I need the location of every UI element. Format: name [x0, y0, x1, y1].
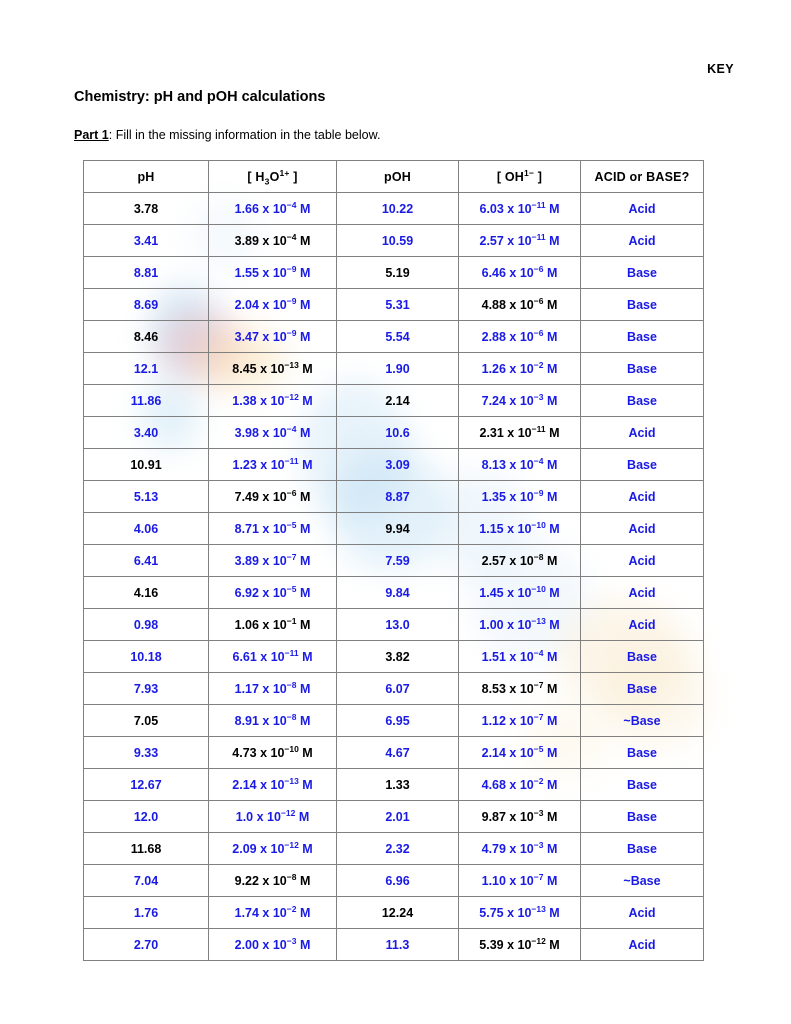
cell-hydroxide-exponent: −5	[533, 743, 544, 754]
column-header-ph: pH	[84, 161, 209, 193]
table-row	[84, 481, 704, 513]
instructions-line	[74, 128, 380, 142]
key-label: KEY	[707, 62, 734, 76]
cell-hydroxide-exponent: −10	[531, 519, 546, 530]
cell-hydroxide: 5.75 x $10^{-13}$ M	[459, 897, 581, 929]
cell-hydroxide: 4.79 x $10^{-3}$ M	[459, 833, 581, 865]
table-row	[84, 257, 704, 289]
cell-poh: 6.95	[337, 705, 459, 737]
table-row	[84, 673, 704, 705]
cell-hydroxide-exponent: −11	[531, 199, 546, 210]
cell-hydronium-exponent: −11	[284, 455, 299, 466]
cell-hydroxide-exponent: −13	[531, 615, 546, 626]
cell-ph: 6.41	[84, 545, 209, 577]
cell-ph: 4.16	[84, 577, 209, 609]
cell-hydroxide-exponent: −2	[533, 775, 544, 786]
cell-hydronium-exponent: −4	[286, 199, 297, 210]
cell-poh: 8.87	[337, 481, 459, 513]
cell-ph: 8.69	[84, 289, 209, 321]
column-header-acid-or-base: ACID or BASE?	[581, 161, 704, 193]
cell-ph: 10.91	[84, 449, 209, 481]
table-row	[84, 353, 704, 385]
cell-hydronium: 1.55 x $10^{-9}$ M	[209, 257, 337, 289]
cell-acid-or-base: Base	[581, 289, 704, 321]
cell-hydronium-exponent: −5	[286, 519, 297, 530]
cell-ph: 8.81	[84, 257, 209, 289]
cell-hydronium-exponent: −12	[280, 807, 296, 818]
cell-hydroxide-exponent: −6	[533, 263, 544, 274]
cell-acid-or-base: Base	[581, 385, 704, 417]
cell-hydronium-exponent: −9	[286, 263, 297, 274]
cell-poh: 10.6	[337, 417, 459, 449]
cell-hydroxide: 8.53 x $10^{-7}$ M	[459, 673, 581, 705]
cell-hydronium-exponent: −7	[286, 551, 297, 562]
cell-hydroxide: 5.39 x $10^{-12}$ M	[459, 929, 581, 961]
cell-hydronium: 7.49 x $10^{-6}$ M	[209, 481, 337, 513]
cell-hydroxide: 9.87 x $10^{-3}$ M	[459, 801, 581, 833]
cell-hydroxide-exponent: −7	[533, 871, 544, 882]
cell-hydroxide: 1.51 x $10^{-4}$ M	[459, 641, 581, 673]
cell-ph: 12.67	[84, 769, 209, 801]
cell-poh: 3.09	[337, 449, 459, 481]
table-row	[84, 577, 704, 609]
cell-hydroxide: 2.57 x $10^{-8}$ M	[459, 545, 581, 577]
table-row	[84, 641, 704, 673]
cell-hydronium-exponent: −8	[286, 711, 297, 722]
cell-acid-or-base: Base	[581, 673, 704, 705]
cell-hydronium: 2.09 x $10^{-12}$ M	[209, 833, 337, 865]
cell-hydronium: 2.14 x $10^{-13}$ M	[209, 769, 337, 801]
cell-hydronium-exponent: −12	[284, 839, 299, 850]
cell-hydronium-exponent: −5	[286, 583, 297, 594]
cell-hydroxide: 8.13 x $10^{-4}$ M	[459, 449, 581, 481]
cell-hydroxide: 1.10 x $10^{-7}$ M	[459, 865, 581, 897]
table-header-row	[84, 161, 704, 193]
cell-acid-or-base: Acid	[581, 609, 704, 641]
table-row	[84, 321, 704, 353]
cell-hydronium: 2.00 x $10^{-3}$ M	[209, 929, 337, 961]
cell-hydroxide: 4.68 x $10^{-2}$ M	[459, 769, 581, 801]
cell-hydroxide: 2.88 x $10^{-6}$ M	[459, 321, 581, 353]
cell-poh: 6.96	[337, 865, 459, 897]
cell-poh: 4.67	[337, 737, 459, 769]
cell-acid-or-base: Base	[581, 641, 704, 673]
cell-hydronium: 1.74 x $10^{-2}$ M	[209, 897, 337, 929]
cell-acid-or-base: Acid	[581, 897, 704, 929]
table-body	[84, 193, 704, 961]
cell-hydronium: 1.0 x $10^{-12}$ M	[209, 801, 337, 833]
cell-hydronium: 9.22 x $10^{-8}$ M	[209, 865, 337, 897]
table-row	[84, 385, 704, 417]
cell-hydroxide-exponent: −4	[533, 647, 544, 658]
cell-poh: 5.54	[337, 321, 459, 353]
cell-acid-or-base: ~Base	[581, 705, 704, 737]
cell-acid-or-base: Acid	[581, 193, 704, 225]
cell-ph: 7.93	[84, 673, 209, 705]
cell-hydroxide-exponent: −3	[533, 839, 544, 850]
cell-poh: 10.22	[337, 193, 459, 225]
cell-hydroxide-exponent: −11	[531, 231, 546, 242]
cell-poh: 5.31	[337, 289, 459, 321]
cell-hydroxide-exponent: −3	[533, 391, 544, 402]
cell-acid-or-base: Base	[581, 449, 704, 481]
ph-poh-table	[83, 160, 704, 961]
cell-ph: 12.1	[84, 353, 209, 385]
table-row	[84, 705, 704, 737]
column-header-hydroxide: [ $OH^{1-}$ ]	[459, 161, 581, 193]
part-label: Part 1	[74, 128, 109, 142]
cell-poh: 9.84	[337, 577, 459, 609]
cell-hydronium-exponent: −12	[284, 391, 299, 402]
cell-hydronium: 6.61 x $10^{-11}$ M	[209, 641, 337, 673]
table-row	[84, 897, 704, 929]
cell-hydroxide-exponent: −7	[533, 679, 544, 690]
cell-hydroxide: 1.45 x $10^{-10}$ M	[459, 577, 581, 609]
cell-hydronium: 4.73 x $10^{-10}$ M	[209, 737, 337, 769]
cell-acid-or-base: Acid	[581, 481, 704, 513]
cell-poh: 1.90	[337, 353, 459, 385]
cell-hydronium: 8.91 x $10^{-8}$ M	[209, 705, 337, 737]
table-row	[84, 737, 704, 769]
cell-poh: 13.0	[337, 609, 459, 641]
cell-poh: 9.94	[337, 513, 459, 545]
cell-hydroxide-exponent: −4	[533, 455, 544, 466]
cell-hydroxide: 7.24 x $10^{-3}$ M	[459, 385, 581, 417]
cell-hydronium-exponent: −13	[284, 359, 299, 370]
cell-hydroxide: 2.14 x $10^{-5}$ M	[459, 737, 581, 769]
table-row	[84, 865, 704, 897]
cell-acid-or-base: Acid	[581, 577, 704, 609]
cell-hydronium-exponent: −4	[286, 423, 297, 434]
cell-ph: 11.86	[84, 385, 209, 417]
cell-acid-or-base: Base	[581, 801, 704, 833]
cell-hydronium: 1.17 x $10^{-8}$ M	[209, 673, 337, 705]
cell-ph: 3.78	[84, 193, 209, 225]
cell-hydroxide-exponent: −6	[533, 327, 544, 338]
cell-hydronium-exponent: −4	[286, 231, 297, 242]
cell-hydroxide: 1.35 x $10^{-9}$ M	[459, 481, 581, 513]
cell-poh: 2.32	[337, 833, 459, 865]
cell-hydronium-exponent: −9	[286, 327, 297, 338]
cell-acid-or-base: ~Base	[581, 865, 704, 897]
cell-hydronium: 3.89 x $10^{-4}$ M	[209, 225, 337, 257]
cell-acid-or-base: Acid	[581, 513, 704, 545]
cell-acid-or-base: Base	[581, 353, 704, 385]
cell-hydroxide: 6.46 x $10^{-6}$ M	[459, 257, 581, 289]
cell-poh: 2.14	[337, 385, 459, 417]
cell-hydronium: 1.38 x $10^{-12}$ M	[209, 385, 337, 417]
cell-ph: 11.68	[84, 833, 209, 865]
cell-hydroxide: 4.88 x $10^{-6}$ M	[459, 289, 581, 321]
cell-poh: 12.24	[337, 897, 459, 929]
cell-hydronium-exponent: −2	[286, 903, 297, 914]
cell-poh: 1.33	[337, 769, 459, 801]
cell-ph: 1.76	[84, 897, 209, 929]
cell-ph: 3.41	[84, 225, 209, 257]
cell-hydronium: 3.89 x $10^{-7}$ M	[209, 545, 337, 577]
cell-hydroxide: 2.31 x $10^{-11}$ M	[459, 417, 581, 449]
cell-hydronium-exponent: −1	[286, 615, 297, 626]
cell-hydroxide-exponent: −8	[533, 551, 544, 562]
cell-hydronium-exponent: −3	[286, 935, 297, 946]
cell-acid-or-base: Acid	[581, 225, 704, 257]
cell-acid-or-base: Acid	[581, 545, 704, 577]
cell-hydronium: 3.47 x $10^{-9}$ M	[209, 321, 337, 353]
table-row	[84, 417, 704, 449]
cell-hydroxide-exponent: −12	[531, 935, 546, 946]
cell-hydroxide: 2.57 x $10^{-11}$ M	[459, 225, 581, 257]
table-row	[84, 513, 704, 545]
cell-hydronium: 3.98 x $10^{-4}$ M	[209, 417, 337, 449]
cell-hydronium-exponent: −13	[284, 775, 299, 786]
cell-hydroxide-exponent: −7	[533, 711, 544, 722]
cell-hydroxide-exponent: −9	[533, 487, 544, 498]
cell-acid-or-base: Base	[581, 769, 704, 801]
cell-hydroxide: 1.00 x $10^{-13}$ M	[459, 609, 581, 641]
cell-hydronium: 1.06 x $10^{-1}$ M	[209, 609, 337, 641]
cell-poh: 3.82	[337, 641, 459, 673]
cell-hydroxide-exponent: −10	[531, 583, 546, 594]
table-row	[84, 225, 704, 257]
table-row	[84, 769, 704, 801]
cell-hydronium: 2.04 x $10^{-9}$ M	[209, 289, 337, 321]
cell-hydronium-exponent: −9	[286, 295, 297, 306]
cell-hydronium-exponent: −6	[286, 487, 297, 498]
cell-ph: 10.18	[84, 641, 209, 673]
cell-ph: 12.0	[84, 801, 209, 833]
cell-acid-or-base: Base	[581, 833, 704, 865]
cell-acid-or-base: Base	[581, 257, 704, 289]
cell-hydroxide-exponent: −13	[531, 903, 546, 914]
cell-ph: 0.98	[84, 609, 209, 641]
cell-hydronium-exponent: −8	[286, 679, 297, 690]
cell-acid-or-base: Base	[581, 321, 704, 353]
column-header-hydronium: [ $H_3O^{1+}$ ]	[209, 161, 337, 193]
table-row	[84, 289, 704, 321]
cell-hydroxide-exponent: −2	[533, 359, 544, 370]
cell-ph: 7.04	[84, 865, 209, 897]
cell-ph: 8.46	[84, 321, 209, 353]
table-row	[84, 609, 704, 641]
cell-hydronium: 8.45 x $10^{-13}$ M	[209, 353, 337, 385]
cell-hydroxide-exponent: −3	[533, 807, 544, 818]
table-row	[84, 193, 704, 225]
column-header-poh: pOH	[337, 161, 459, 193]
cell-hydronium: 1.66 x $10^{-4}$ M	[209, 193, 337, 225]
page-title: Chemistry: pH and pOH calculations	[74, 89, 326, 105]
cell-poh: 5.19	[337, 257, 459, 289]
cell-hydroxide: 1.15 x $10^{-10}$ M	[459, 513, 581, 545]
cell-ph: 9.33	[84, 737, 209, 769]
cell-hydroxide-exponent: −11	[531, 423, 546, 434]
cell-poh: 11.3	[337, 929, 459, 961]
cell-hydronium-exponent: −8	[286, 871, 297, 882]
cell-acid-or-base: Acid	[581, 417, 704, 449]
table-row	[84, 545, 704, 577]
cell-hydronium: 6.92 x $10^{-5}$ M	[209, 577, 337, 609]
cell-hydroxide: 1.12 x $10^{-7}$ M	[459, 705, 581, 737]
cell-hydronium: 8.71 x $10^{-5}$ M	[209, 513, 337, 545]
cell-poh: 6.07	[337, 673, 459, 705]
cell-poh: 10.59	[337, 225, 459, 257]
cell-hydroxide: 6.03 x $10^{-11}$ M	[459, 193, 581, 225]
cell-hydronium: 1.23 x $10^{-11}$ M	[209, 449, 337, 481]
cell-hydroxide-exponent: −6	[533, 295, 544, 306]
cell-hydronium-exponent: −11	[284, 647, 299, 658]
cell-ph: 2.70	[84, 929, 209, 961]
table-row	[84, 801, 704, 833]
instructions-text: : Fill in the missing information in the table below.	[108, 128, 381, 142]
cell-ph: 3.40	[84, 417, 209, 449]
cell-ph: 4.06	[84, 513, 209, 545]
cell-poh: 7.59	[337, 545, 459, 577]
cell-acid-or-base: Acid	[581, 929, 704, 961]
cell-ph: 7.05	[84, 705, 209, 737]
cell-hydronium-exponent: −10	[284, 743, 299, 754]
table-row	[84, 929, 704, 961]
table-row	[84, 833, 704, 865]
cell-hydroxide: 1.26 x $10^{-2}$ M	[459, 353, 581, 385]
cell-acid-or-base: Base	[581, 737, 704, 769]
cell-poh: 2.01	[337, 801, 459, 833]
table-row	[84, 449, 704, 481]
cell-ph: 5.13	[84, 481, 209, 513]
